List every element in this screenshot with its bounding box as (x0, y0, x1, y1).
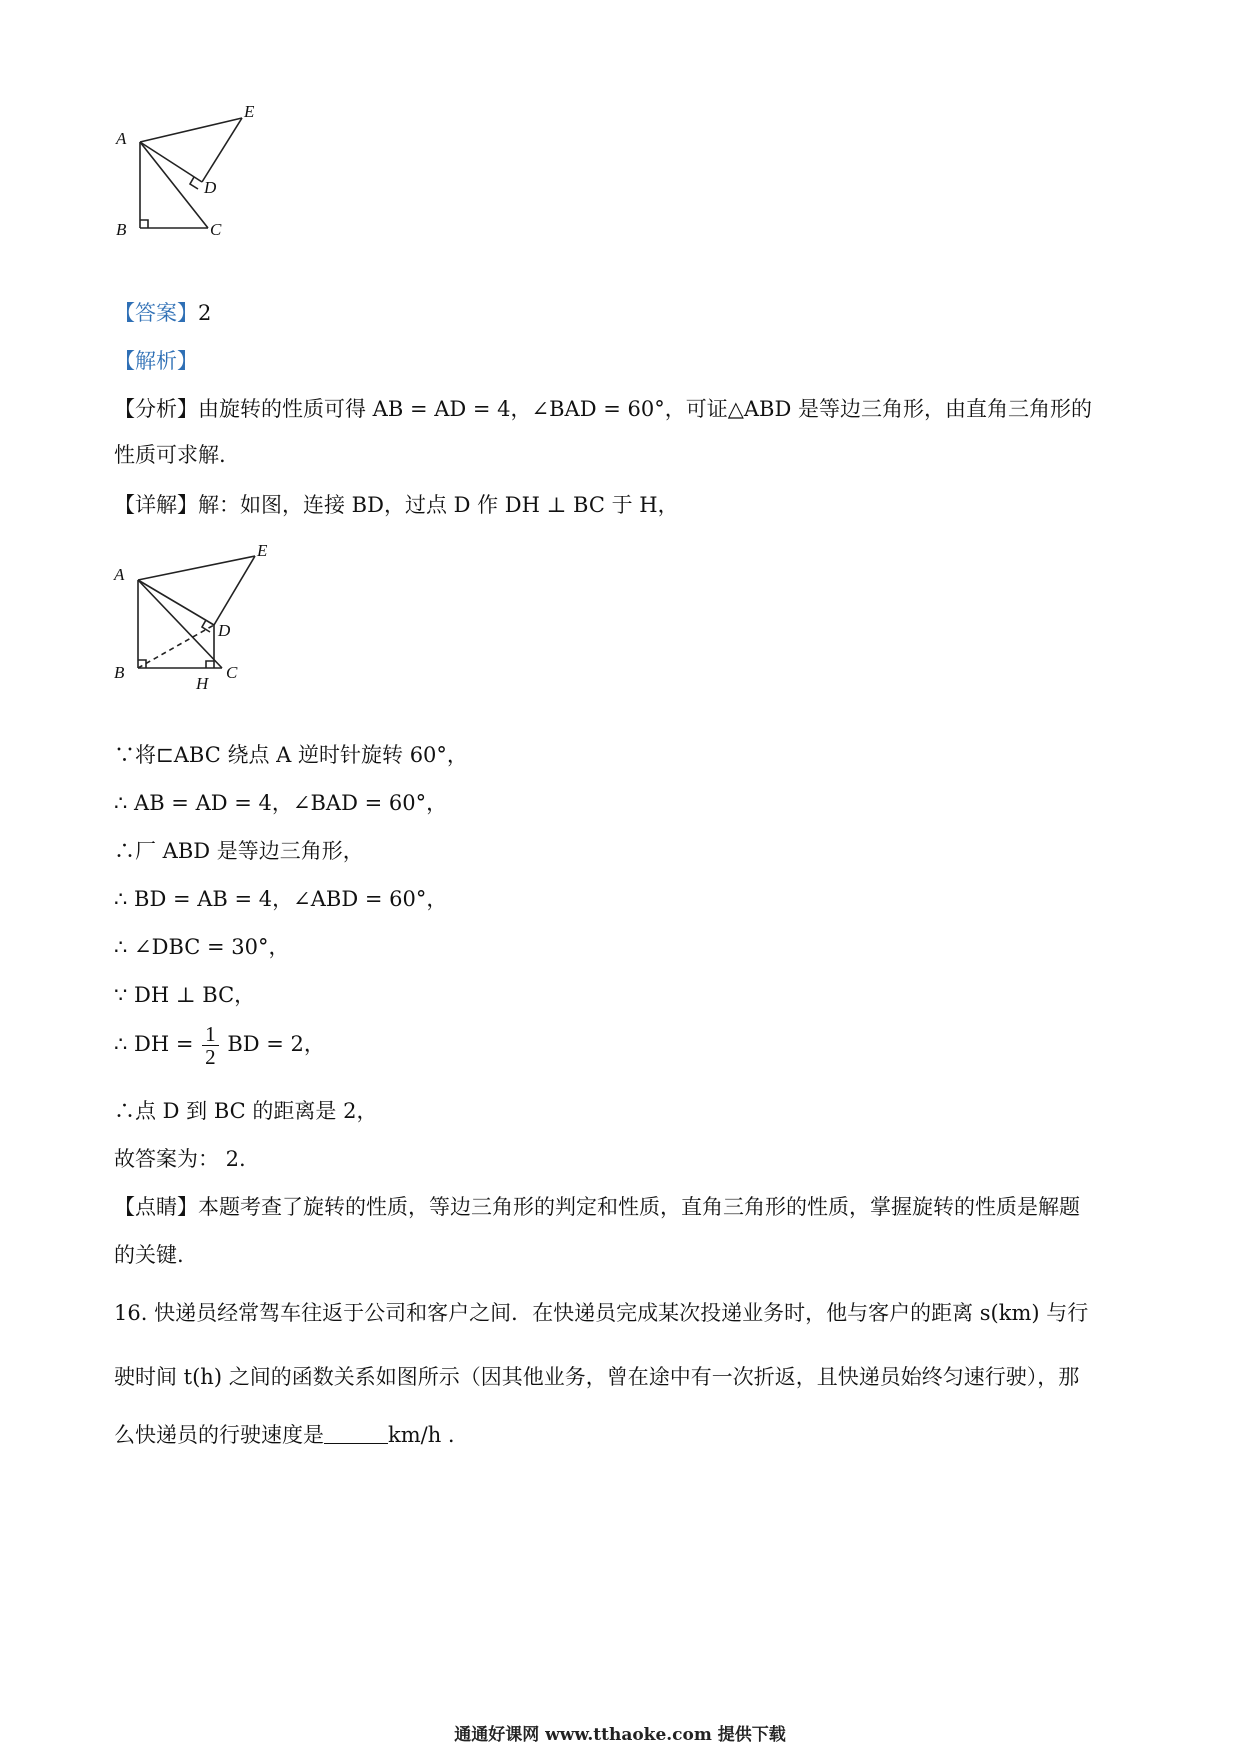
segment-de (202, 118, 242, 182)
dianjing-line-1 (114, 1192, 1080, 1222)
question-16-line-3 (114, 1420, 455, 1450)
label-c: C (210, 220, 222, 239)
figure-1-svg (110, 100, 280, 270)
segment-ad-2 (138, 580, 214, 625)
step-2: ∴ AB = AD = 4，∠BAD = 60°， (114, 791, 448, 815)
step-6: ∵ DH ⊥ BC， (114, 983, 256, 1007)
q16-line3-pre: 么快递员的行驶速度是 (114, 1423, 324, 1447)
fraction-numerator: 1 (202, 1023, 219, 1046)
right-angle-h (206, 661, 214, 668)
segment-de-2 (214, 556, 255, 625)
dianjing-text-2: 的关键. (114, 1243, 184, 1267)
figure-with-altitude (110, 540, 280, 710)
segment-ac (140, 142, 208, 228)
xiangjie-line (114, 490, 679, 520)
fenxi-text-2: 性质可求解. (114, 443, 226, 467)
fenxi-line-1 (114, 394, 1092, 424)
frac-suffix: BD = 2， (227, 1032, 325, 1056)
step-3: ∴⼚ ABD 是等边三角形， (114, 839, 364, 863)
step-4: ∴ BD = AB = 4，∠ABD = 60°， (114, 887, 448, 911)
frac-prefix: ∴ DH = (114, 1032, 194, 1056)
question-16-line-2: 驶时间 t(h) 之间的函数关系如图所示（因其他业务，曾在途中有一次折返，且快递员始终匀速行驶），那 (114, 1365, 1080, 1389)
label-b: B (116, 220, 127, 239)
segment-ae-2 (138, 556, 255, 580)
dianjing-text-1: 本题考查了旋转的性质，等边三角形的判定和性质，直角三角形的性质，掌握旋转的性质是解题 (198, 1195, 1080, 1219)
segment-ad (140, 142, 202, 182)
segment-bd-dashed (138, 625, 214, 668)
step-5: ∴ ∠DBC = 30°， (114, 935, 290, 959)
answer-blank (324, 1423, 388, 1444)
step-1: ∵将⊏ABC 绕点 A 逆时针旋转 60°， (114, 743, 468, 767)
xiangjie-text: 解：如图，连接 BD，过点 D 作 DH ⊥ BC 于 H， (198, 493, 679, 517)
fenxi-text-1: 由旋转的性质可得 AB = AD = 4，∠BAD = 60°，可证△ABD 是等边三角形，由直角三角形的 (198, 397, 1092, 421)
segment-ae (140, 118, 242, 142)
answer-tag: 【答案】 (114, 301, 198, 325)
fenxi-tag: 【分析】 (114, 397, 198, 421)
question-16-line-1: 16. 快递员经常驾车往返于公司和客户之间．在快递员完成某次投递业务时，他与客户的距离 s(km) 与行 (114, 1301, 1089, 1325)
label-h: H (196, 674, 209, 693)
label-d-2: D (218, 621, 231, 640)
label-d: D (204, 178, 217, 197)
page-footer: 通通好课网 www.tthaoke.com 提供下载 (454, 1725, 786, 1745)
segment-ac-2 (138, 580, 222, 668)
analysis-tag: 【解析】 (114, 349, 198, 373)
xiangjie-tag: 【详解】 (114, 493, 198, 517)
label-a-2: A (114, 565, 125, 584)
answer-line (114, 298, 211, 328)
fraction-denominator: 2 (205, 1045, 216, 1069)
figure-rotated-triangle (110, 100, 280, 270)
figure-2-svg (110, 540, 280, 710)
label-c-2: C (226, 663, 238, 682)
label-e: E (244, 102, 255, 121)
label-e-2: E (257, 541, 268, 560)
step-8: 故答案为： 2. (114, 1147, 246, 1171)
fraction (202, 1023, 219, 1068)
right-angle-b (140, 220, 148, 228)
step-7: ∴点 D 到 BC 的距离是 2， (114, 1099, 378, 1123)
q16-line3-post: km/h . (388, 1423, 455, 1447)
label-a: A (116, 129, 127, 148)
dianjing-tag: 【点睛】 (114, 1195, 198, 1219)
answer-value: 2 (198, 301, 212, 325)
label-b-2: B (114, 663, 125, 682)
step-fraction (114, 1020, 325, 1068)
